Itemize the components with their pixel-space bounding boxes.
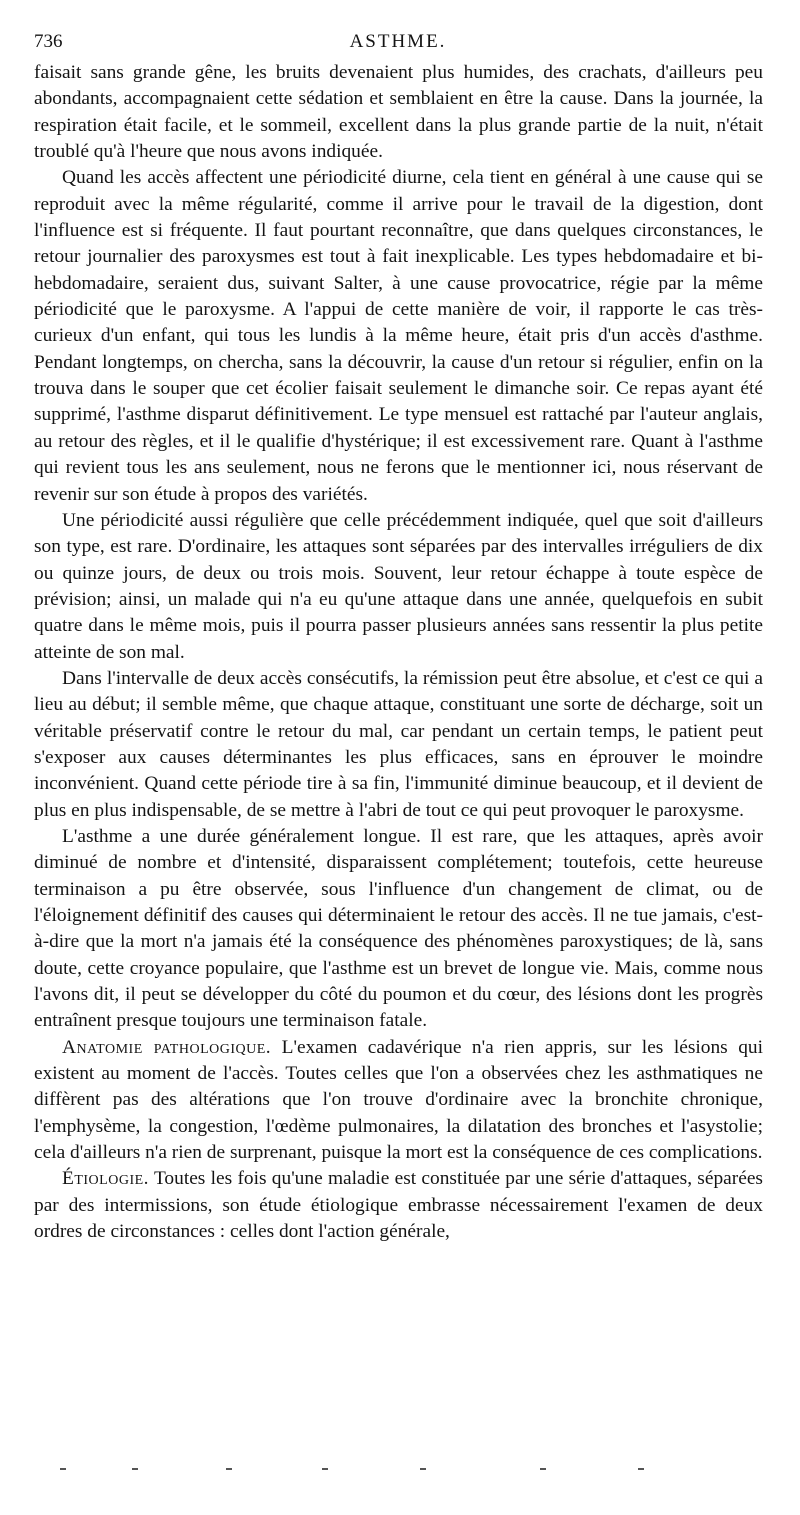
paragraph bbox=[34, 824, 763, 1035]
speck bbox=[420, 1468, 426, 1470]
paragraph bbox=[34, 666, 763, 824]
paragraph-text: Quand les accès affectent une périodicité diurne, cela tient en général à une cause qui se reproduit avec la même régularité, comme il arrive pour le travail de la digestion, dont l'influence est si fréquente. Il faut pourtant reconnaître, que dans quelques circonstances, le retour journalier des paroxysmes est tout à fait inexplicable. Les types hebdomadaire et bi-hebdomadaire, seraient dus, suivant Salter, à une cause provocatrice, régie par la même périodicité que le paroxysme. A l'appui de cette manière de voir, il rapporte le cas très-curieux d'un enfant, qui tous les lundis à la même heure, était pris d'un accès d'asthme. Pendant longtemps, on chercha, sans la découvrir, la cause d'un retour si régulier, enfin on la trouva dans le souper que cet écolier faisait seulement le dimanche soir. Ce repas ayant été supprimé, l'asthme disparut définitivement. Le type mensuel est rattaché par l'auteur anglais, au retour des règles, et il le qualifie d'hystérique; il est excessivement rare. Quant à l'asthme qui revient tous les ans seulement, nous ne ferons que le mentionner ici, nous réservant de revenir sur son étude à propos des variétés. bbox=[34, 167, 763, 505]
speck bbox=[226, 1468, 232, 1470]
paragraph-text: Une périodicité aussi régulière que celle précédemment indiquée, quel que soit d'ailleurs son type, est rare. D'ordinaire, les attaques sont séparées par des intervalles irréguliers de dix ou quinze jours, de deux ou trois mois. Souvent, leur retour échappe à toute espèce de prévision; ainsi, un malade qui n'a eu qu'une attaque dans une année, quelquefois en subit quatre dans le même mois, puis il pourra passer plusieurs années sans ressentir la plus petite atteinte de son mal. bbox=[34, 509, 763, 663]
running-title: ASTHME. bbox=[349, 31, 447, 52]
section-heading: Étiologie. bbox=[62, 1168, 150, 1190]
section-anatomie bbox=[34, 1035, 763, 1167]
speck bbox=[540, 1468, 546, 1470]
page-number: 736 bbox=[34, 31, 63, 52]
paragraph-text: Toutes les fois qu'une maladie est constituée par une série d'attaques, séparées par des intermissions, son étude étiologique embrasse nécessairement l'examen de deux ordres de circonstances : celles dont l'action générale, bbox=[34, 1168, 763, 1243]
paragraph-text: Dans l'intervalle de deux accès consécutifs, la rémission peut être absolue, et c'est ce qui a lieu au début; il semble même, que chaque attaque, constituant une sorte de décharge, soit un véritable préservatif contre le retour du mal, car pendant un certain temps, le patient peut s'exposer aux causes déterminantes les plus efficaces, sans en éprouver le moindre inconvénient. Quand cette période tire à sa fin, l'immunité diminue beaucoup, et il devient de plus en plus indispensable, de se mettre à l'abri de tout ce qui peut provoquer le paroxysme. bbox=[34, 667, 763, 821]
paragraph-text: L'examen cadavérique n'a rien appris, sur les lésions qui existent au moment de l'accès. Toutes celles que l'on a observées chez les asthmatiques ne diffèrent pas des altérations que l'on trouve d'ordinaire avec la bronchite chronique, l'emphysème, la congestion, l'œdème pulmonaires, la dilatation des bronches et l'asystolie; cela d'ailleurs n'a rien de surprenant, puisque la mort est la conséquence de ces complications. bbox=[34, 1036, 763, 1164]
print-specks bbox=[60, 1468, 740, 1478]
paragraph-text: faisait sans grande gêne, les bruits devenaient plus humides, des crachats, d'ailleurs peu abondants, accompagnaient cette sédation et semblaient en être la cause. Dans la journée, la respiration était facile, et le sommeil, excellent dans la plus grande partie de la nuit, n'était troublé qu'à l'heure que nous avons indiquée. bbox=[34, 62, 763, 163]
page-body bbox=[34, 60, 763, 1245]
paragraph-continuation bbox=[34, 60, 763, 165]
section-etiologie bbox=[34, 1166, 763, 1245]
section-heading: Anatomie pathologique. bbox=[62, 1036, 272, 1058]
speck bbox=[132, 1468, 138, 1470]
page-header bbox=[34, 28, 762, 56]
paragraph-text: L'asthme a une durée généralement longue. Il est rare, que les attaques, après avoir diminué de nombre et d'intensité, disparaissent complétement; toutefois, cette heureuse terminaison a pu être observée, sous l'influence d'un changement de climat, ou de l'éloignement définitif des causes qui déterminaient le retour des accès. Il ne tue jamais, c'est-à-dire que la mort n'a jamais été la conséquence des phénomènes paroxystiques; de là, sans doute, cette croyance populaire, que l'asthme est un brevet de longue vie. Mais, comme nous l'avons dit, il peut se développer du côté du poumon et du cœur, des lésions dont les progrès entraînent presque toujours une terminaison fatale. bbox=[34, 825, 763, 1032]
paragraph bbox=[34, 508, 763, 666]
speck bbox=[638, 1468, 644, 1470]
speck bbox=[322, 1468, 328, 1470]
paragraph bbox=[34, 165, 763, 507]
speck bbox=[60, 1468, 66, 1470]
